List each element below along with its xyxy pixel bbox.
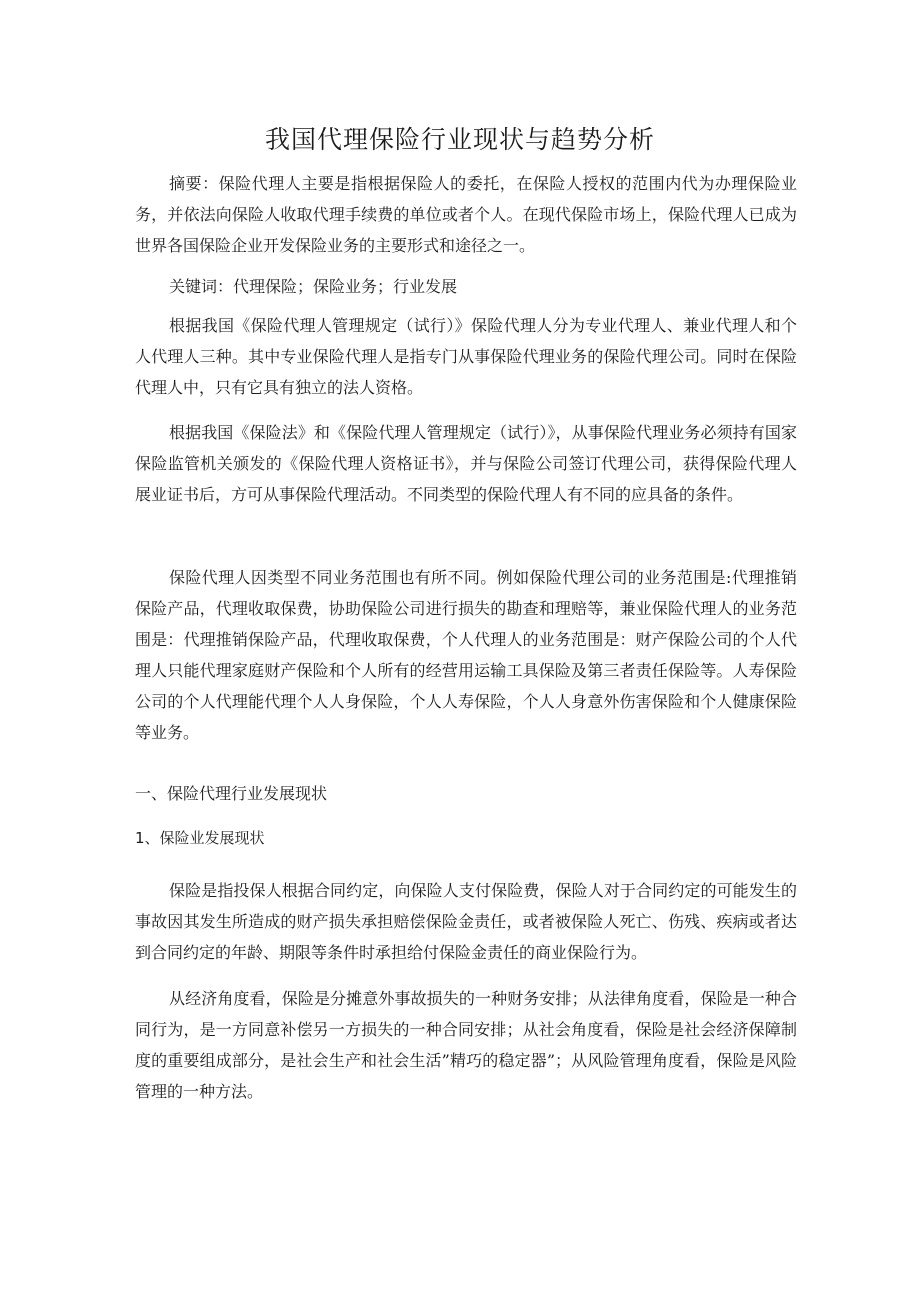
- body-paragraph-5: 从经济角度看，保险是分摊意外事故损失的一种财务安排；从法律角度看，保险是一种合同行为，是一方同意补偿另一方损失的一种合同安排；从社会角度看，保险是社会经济保障制度的重要组成部分，是社会生产和社会生活”精巧的稳定器”；从风险管理角度看，保险是风险管理的一种方法。: [135, 989, 797, 1101]
- body-paragraph-3: 保险代理人因类型不同业务范围也有所不同。例如保险代理公司的业务范围是:代理推销保险产品，代理收取保费，协助保险公司进行损失的勘查和理赔等，兼业保险代理人的业务范围是：代理推销保险产品，代理收取保费，个人代理人的业务范围是：财产保险公司的个人代理人只能代理家庭财产保险和个人所有的经营用运输工具保险及第三者责任保险等。人寿保险公司的个人代理能代理个人人身保险，个人人寿保险，个人人身意外伤害保险和个人健康保险等业务。: [135, 568, 797, 742]
- body-paragraph-4: 保险是指投保人根据合同约定，向保险人支付保险费，保险人对于合同约定的可能发生的事故因其发生所造成的财产损失承担赔偿保险金责任，或者被保险人死亡、伤残、疾病或者达到合同约定的年龄、期限等条件时承担给付保险金责任的商业保险行为。: [135, 881, 797, 962]
- document-title: 我国代理保险行业现状与趋势分析: [264, 125, 655, 154]
- section-heading-1: 一、保险代理行业发展现状: [135, 784, 328, 803]
- body-paragraph-2: 根据我国《保险法》和《保险代理人管理规定（试行）》，从事保险代理业务必须持有国家保险监管机关颁发的《保险代理人资格证书》，并与保险公司签订代理公司，获得保险代理人展业证书后，方可从事保险代理活动。不同类型的保险代理人有不同的应具备的条件。: [135, 423, 797, 504]
- body-paragraph-1: 根据我国《保险代理人管理规定（试行）》保险代理人分为专业代理人、兼业代理人和个人代理人三种。其中专业保险代理人是指专门从事保险代理业务的保险代理公司。同时在保险代理人中，只有它具有独立的法人资格。: [135, 316, 797, 397]
- keywords-line: 关键词：代理保险；保险业务；行业发展: [169, 277, 458, 296]
- abstract-paragraph: 摘要：保险代理人主要是指根据保险人的委托，在保险人授权的范围内代为办理保险业务，并依法向保险人收取代理手续费的单位或者个人。在现代保险市场上，保险代理人已成为世界各国保险企业开发保险业务的主要形式和途径之一。: [135, 174, 797, 255]
- subsection-heading-1: 1、保险业发展现状: [135, 829, 265, 847]
